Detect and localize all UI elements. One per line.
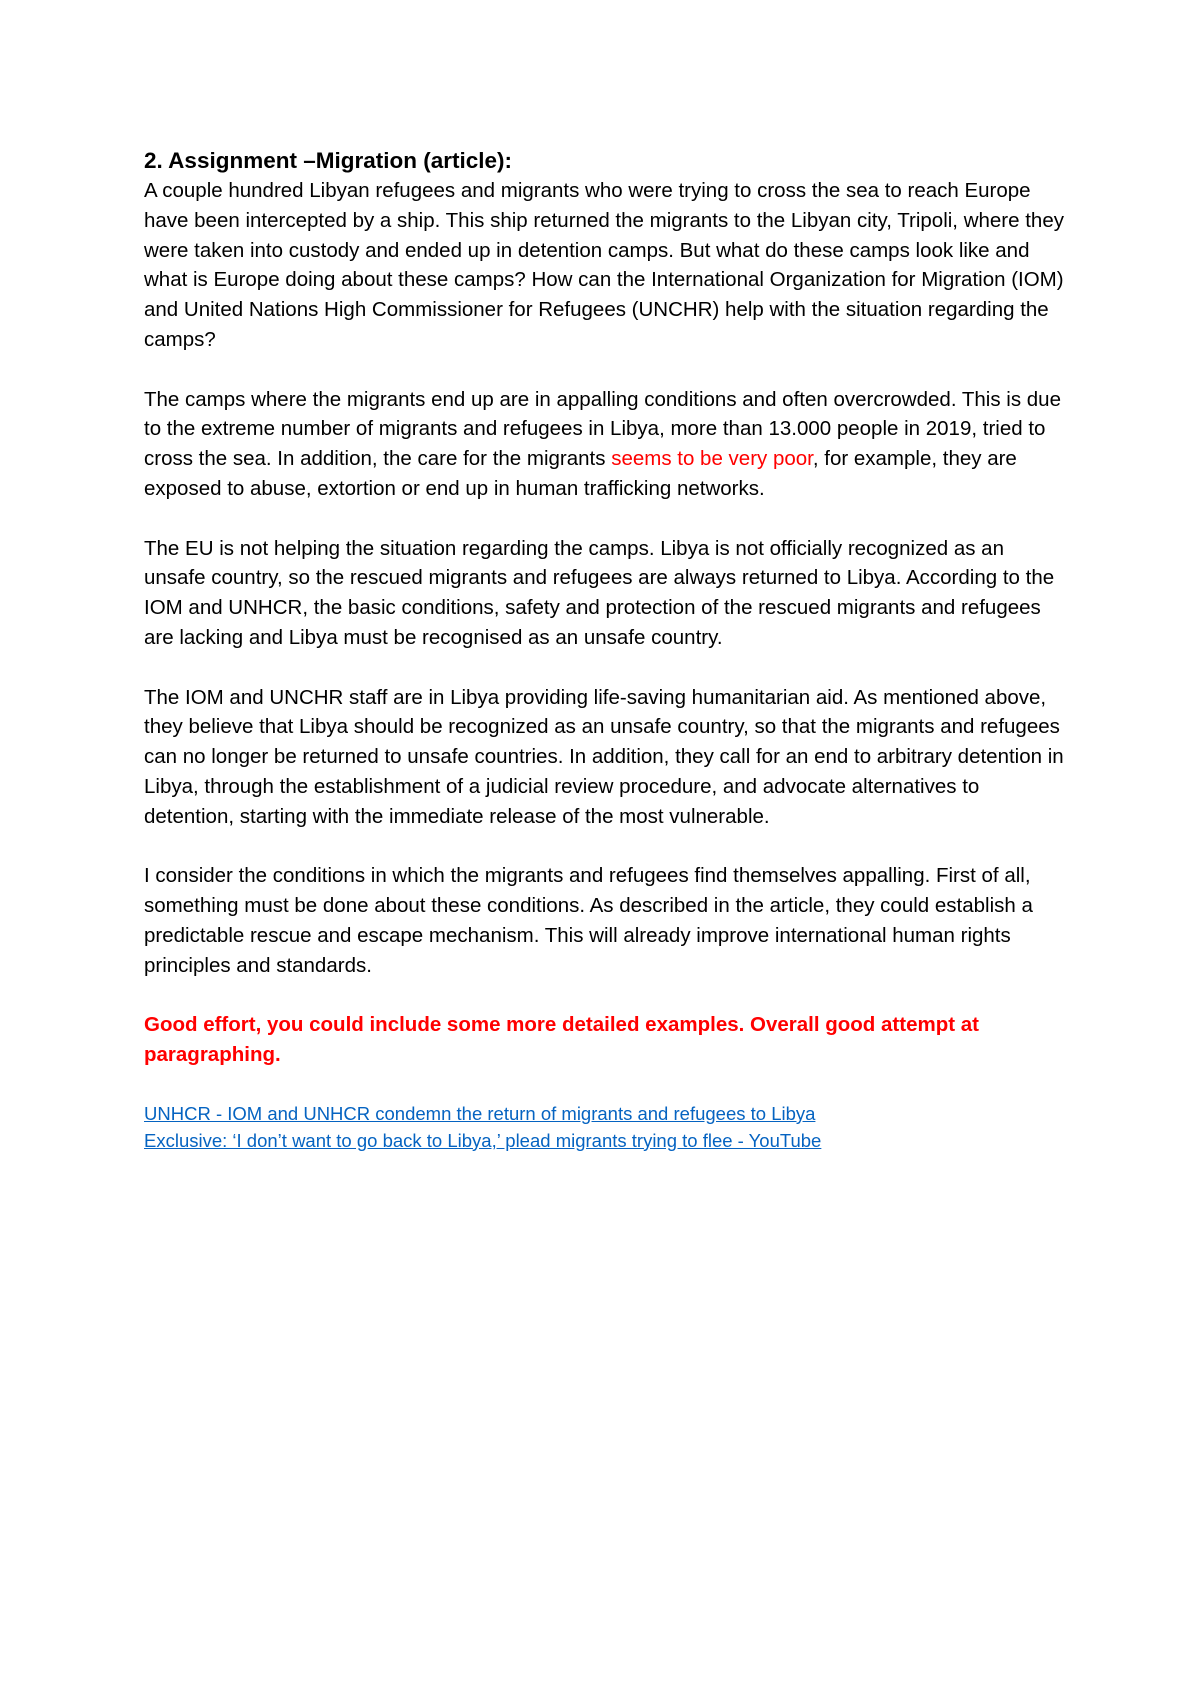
eu-paragraph: The EU is not helping the situation regarding the camps. Libya is not officially recognized as an unsafe country, so the rescued migrants and refugees are always returned to Libya. According to the IOM and UNHCR, the basic conditions, safety and protection of the rescued migrants and refugees are lacking and Libya must be recognised as an unsafe country. bbox=[144, 536, 1055, 649]
source-links bbox=[144, 1100, 1069, 1154]
document-body bbox=[144, 146, 1069, 1154]
assignment-title: 2. Assignment –Migration (article): bbox=[144, 148, 512, 173]
unhcr-article-link[interactable]: UNHCR - IOM and UNHCR condemn the return of migrants and refugees to Libya bbox=[144, 1102, 816, 1124]
teacher-highlight: seems to be very poor bbox=[611, 447, 813, 471]
camps-paragraph-text: The camps where the migrants end up are in appalling conditions and often overcrowded. This is due to the extreme number of migrants and refugees in Libya, more than 13.000 people in 2019, tried to cross the sea. In addition, the care for the migrants bbox=[144, 387, 1061, 471]
youtube-video-link[interactable]: Exclusive: ‘I don’t want to go back to Libya,’ plead migrants trying to flee - YouTube bbox=[144, 1129, 822, 1151]
teacher-feedback: Good effort, you could include some more detailed examples. Overall good attempt at paragraphing. bbox=[144, 1013, 979, 1067]
camps-paragraph bbox=[144, 385, 1069, 504]
intro-paragraph: A couple hundred Libyan refugees and migrants who were trying to cross the sea to reach Europe have been intercepted by a ship. This ship returned the migrants to the Libyan city, Tripoli, where they were taken into custody and ended up in detention camps. But what do these camps look like and what is Europe doing about these camps? How can the International Organization for Migration (IOM) and United Nations High Commissioner for Refugees (UNCHR) help with the situation regarding the camps? bbox=[144, 179, 1064, 351]
opinion-paragraph: I consider the conditions in which the migrants and refugees find themselves appalling. First of all, something must be done about these conditions. As described in the article, they could establish a predictable rescue and escape mechanism. This will already improve international human rights principles and standards. bbox=[144, 864, 1033, 977]
iom-unhcr-paragraph: The IOM and UNCHR staff are in Libya providing life-saving humanitarian aid. As mentioned above, they believe that Libya should be recognized as an unsafe country, so that the migrants and refugees can no longer be returned to unsafe countries. In addition, they call for an end to arbitrary detention in Libya, through the establishment of a judicial review procedure, and advocate alternatives to detention, starting with the immediate release of the most vulnerable. bbox=[144, 685, 1064, 828]
camps-paragraph-end: , for example, they are exposed to abuse, extortion or end up in human trafficking networks. bbox=[144, 447, 1017, 500]
